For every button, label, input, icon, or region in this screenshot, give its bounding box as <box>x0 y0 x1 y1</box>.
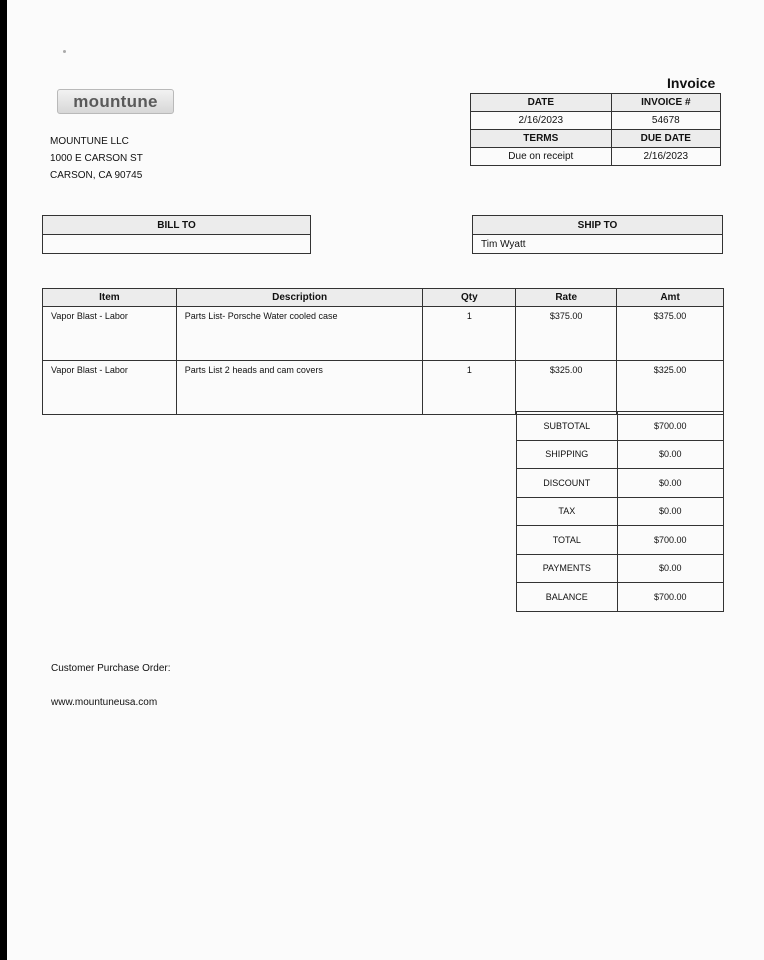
item-amt: $375.00 <box>617 307 724 361</box>
tax-value: $0.00 <box>617 497 723 526</box>
col-header-amt: Amt <box>617 289 724 307</box>
totals-row-subtotal <box>517 412 724 441</box>
payments-label: PAYMENTS <box>517 554 618 583</box>
table-row <box>43 307 724 361</box>
due-date-label: DUE DATE <box>611 130 720 148</box>
totals-row-total <box>517 526 724 555</box>
line-items-table <box>42 288 724 415</box>
scan-speck <box>63 50 66 53</box>
line-items-header <box>43 289 724 307</box>
total-label: TOTAL <box>517 526 618 555</box>
item-qty: 1 <box>423 361 516 415</box>
shipping-value: $0.00 <box>617 440 723 469</box>
company-logo: mountune <box>57 89 174 114</box>
col-header-description: Description <box>176 289 423 307</box>
company-website: www.mountuneusa.com <box>51 697 158 708</box>
invoice-number-label: INVOICE # <box>611 94 720 112</box>
date-label: DATE <box>471 94 612 112</box>
bill-to-value <box>43 235 311 254</box>
shipping-label: SHIPPING <box>517 440 618 469</box>
totals-row-tax <box>517 497 724 526</box>
balance-value: $700.00 <box>617 583 723 612</box>
totals-row-balance <box>517 583 724 612</box>
item-name: Vapor Blast - Labor <box>43 361 177 415</box>
totals-table <box>516 411 724 612</box>
total-value: $700.00 <box>617 526 723 555</box>
invoice-number: 54678 <box>611 112 720 130</box>
ship-to-box <box>472 215 723 254</box>
totals-row-discount <box>517 469 724 498</box>
subtotal-label: SUBTOTAL <box>517 412 618 441</box>
item-name: Vapor Blast - Labor <box>43 307 177 361</box>
col-header-qty: Qty <box>423 289 516 307</box>
tax-label: TAX <box>517 497 618 526</box>
totals-row-shipping <box>517 440 724 469</box>
balance-label: BALANCE <box>517 583 618 612</box>
terms-value: Due on receipt <box>471 148 612 166</box>
bill-to-label: BILL TO <box>43 216 311 235</box>
invoice-meta-table <box>470 93 721 166</box>
col-header-rate: Rate <box>516 289 617 307</box>
table-row <box>43 361 724 415</box>
company-city: CARSON, CA 90745 <box>50 170 143 181</box>
item-qty: 1 <box>423 307 516 361</box>
document-title: Invoice <box>667 75 716 91</box>
customer-po-label: Customer Purchase Order: <box>51 663 171 674</box>
due-date-value: 2/16/2023 <box>611 148 720 166</box>
payments-value: $0.00 <box>617 554 723 583</box>
company-street: 1000 E CARSON ST <box>50 153 143 164</box>
invoice-date: 2/16/2023 <box>471 112 612 130</box>
item-rate: $375.00 <box>516 307 617 361</box>
totals-row-payments <box>517 554 724 583</box>
discount-label: DISCOUNT <box>517 469 618 498</box>
discount-value: $0.00 <box>617 469 723 498</box>
terms-label: TERMS <box>471 130 612 148</box>
invoice-page <box>7 0 764 960</box>
item-rate: $325.00 <box>516 361 617 415</box>
item-amt: $325.00 <box>617 361 724 415</box>
col-header-item: Item <box>43 289 177 307</box>
subtotal-value: $700.00 <box>617 412 723 441</box>
company-address <box>50 133 143 184</box>
item-description: Parts List 2 heads and cam covers <box>176 361 423 415</box>
bill-to-box <box>42 215 311 254</box>
company-name: MOUNTUNE LLC <box>50 136 129 147</box>
ship-to-label: SHIP TO <box>473 216 723 235</box>
ship-to-value: Tim Wyatt <box>473 235 723 254</box>
item-description: Parts List- Porsche Water cooled case <box>176 307 423 361</box>
